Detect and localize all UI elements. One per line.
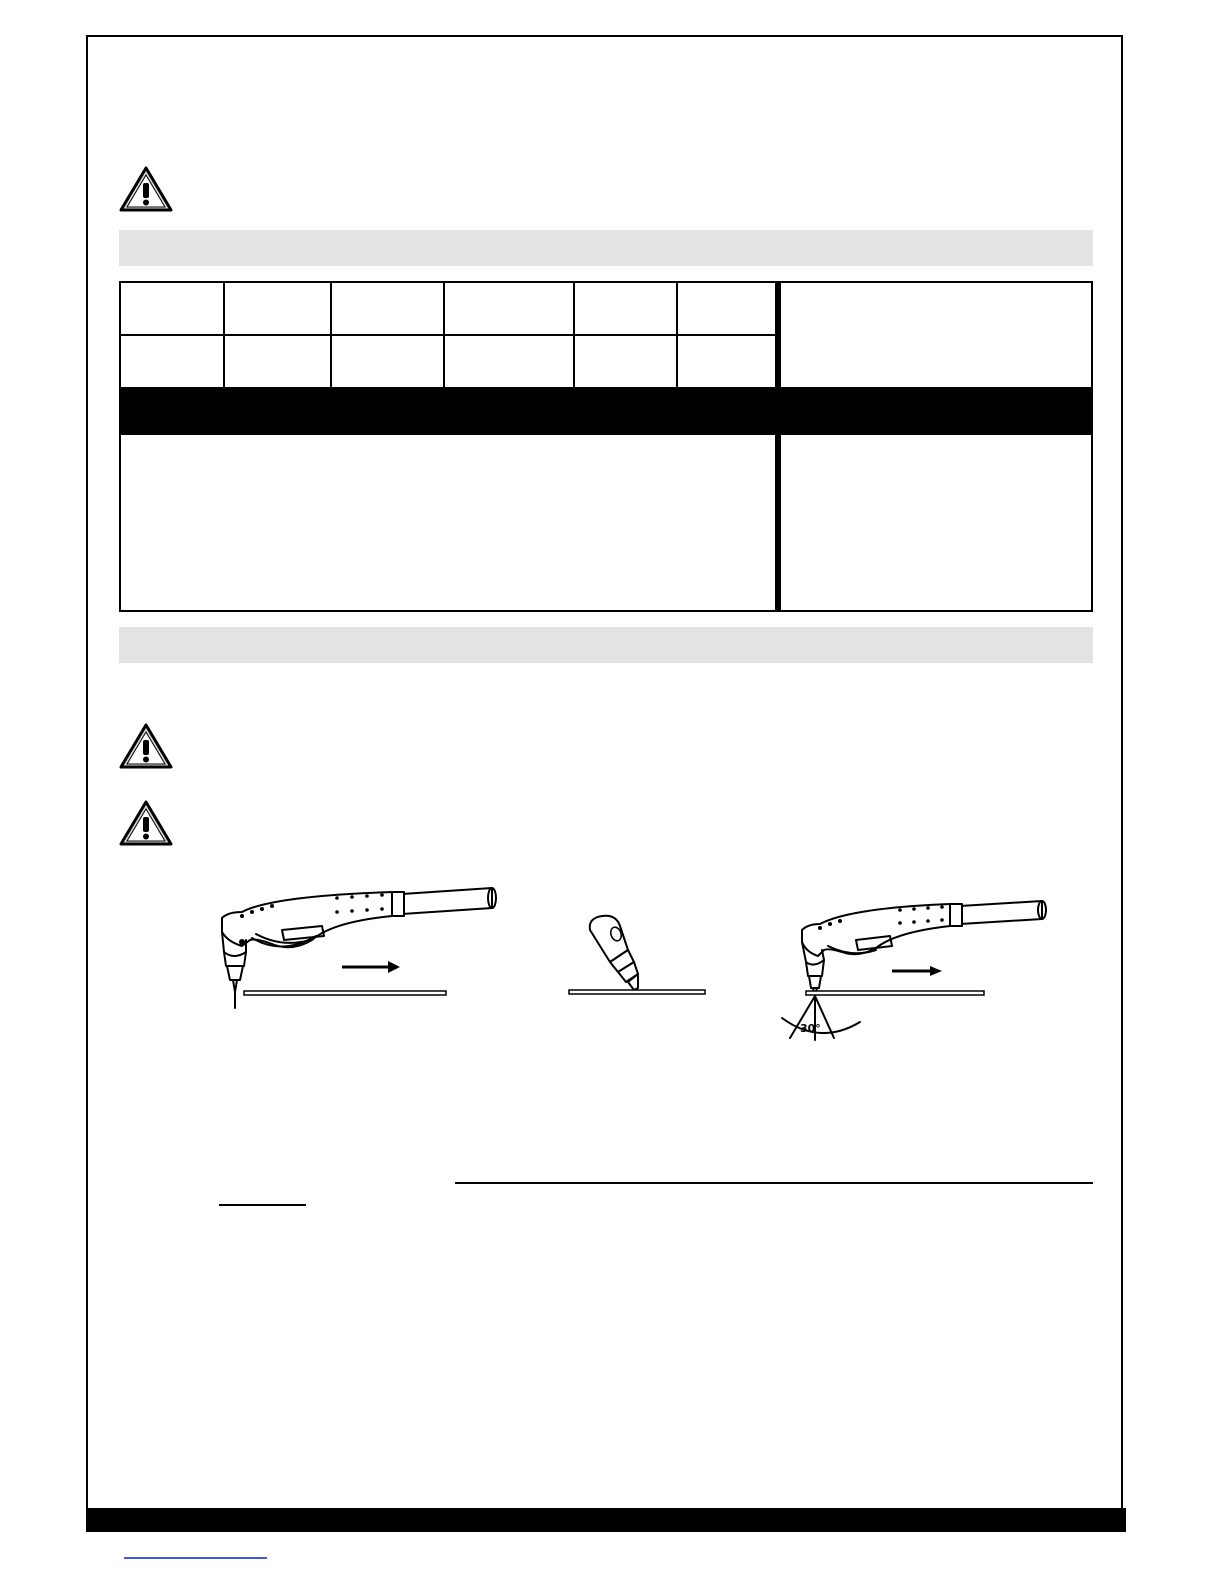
table-header-row <box>121 387 1091 435</box>
metal-plate <box>569 990 705 994</box>
torch-handle <box>222 892 392 947</box>
footer-link-underline[interactable] <box>124 1557 267 1559</box>
section-header-band <box>119 627 1093 663</box>
torch-angle-figure <box>780 896 1050 1042</box>
underline-rule <box>455 1182 1093 1184</box>
warning-icon <box>118 165 174 213</box>
nozzle-front-view-figure <box>566 912 708 998</box>
arrow-right-icon <box>892 966 942 976</box>
arrow-right-icon <box>342 961 400 973</box>
warning-icon <box>118 799 174 847</box>
torch-cutting-figure <box>212 882 502 1012</box>
metal-plate <box>244 991 446 995</box>
torch-cable <box>402 888 492 914</box>
metal-plate <box>806 991 984 995</box>
section-header-band <box>119 230 1093 266</box>
angle-label: 30° <box>800 1022 821 1035</box>
table-row-divider <box>121 334 777 336</box>
warning-icon <box>118 722 174 770</box>
footer-bar <box>86 1508 1126 1532</box>
spec-table <box>119 281 1093 612</box>
table-thick-divider <box>775 283 781 610</box>
underline-rule <box>219 1204 306 1206</box>
